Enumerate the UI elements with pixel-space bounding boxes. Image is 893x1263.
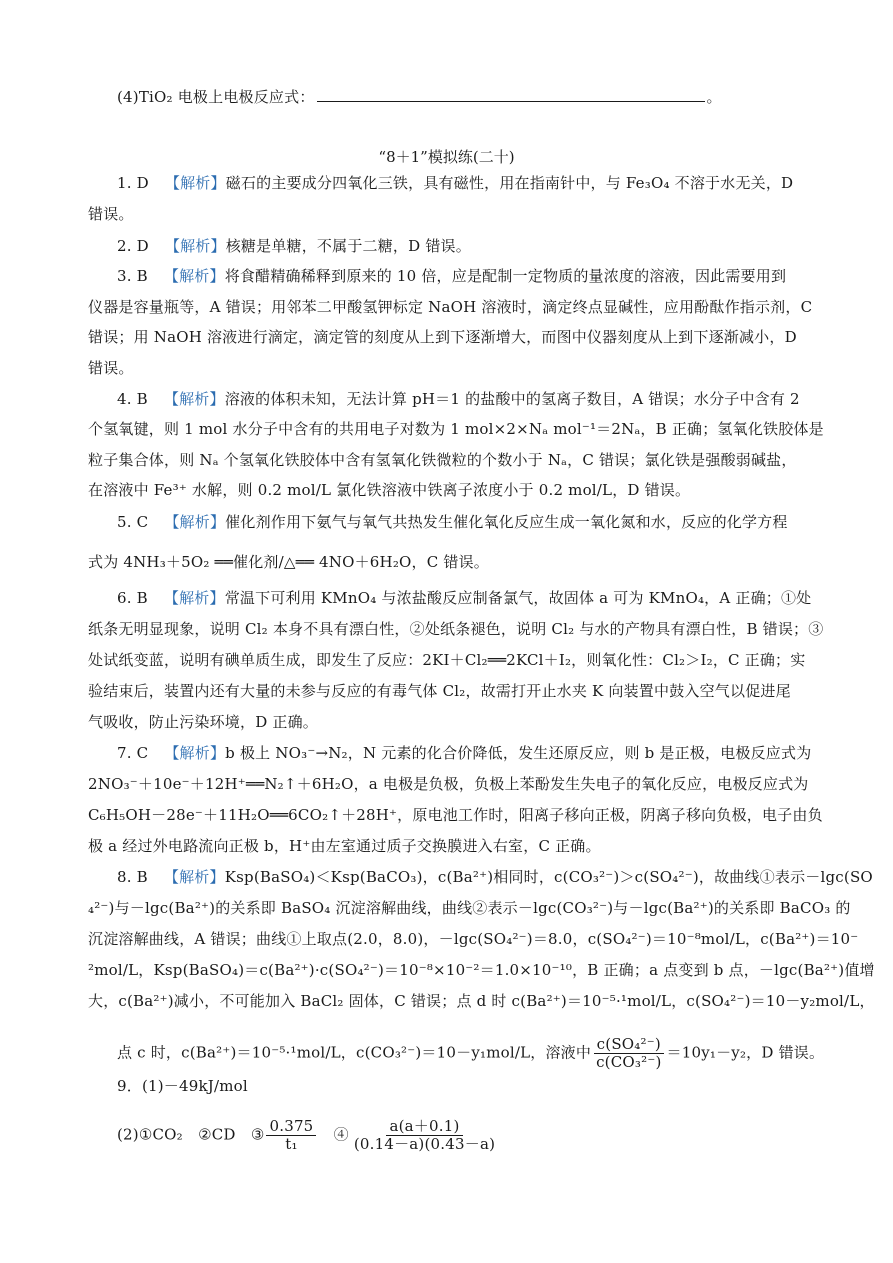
question-explanation-line	[117, 266, 817, 286]
explanation-text: 个氢氧键，则 1 mol 水分子中含有的共用电子对数为 1 mol×2×Nₐ mol⁻¹＝2Nₐ，B 正确；氢氧化铁胶体是	[88, 420, 824, 438]
explanation-text: ²mol/L，Ksp(BaSO₄)＝c(Ba²⁺)·c(SO₄²⁻)＝10⁻⁸×10⁻²＝1.0×10⁻¹⁰，B 正确；a 点变到 b 点，－lgc(Ba²⁺)值增	[88, 961, 875, 979]
answer-blank	[317, 87, 705, 102]
explanation-continuation-line	[88, 650, 818, 670]
explanation-continuation-line	[88, 450, 818, 470]
explanation-line-8-last: 点 c 时，c(Ba²⁺)＝10⁻⁵·¹mol/L，c(CO₃²⁻)＝10－y₁mol/L，溶液中 $\frac{\text{c(SO₄²⁻)}}{\text{c(CO₃²⁻)}}$ ＝10y₁－y₂，D 错误。	[117, 1035, 825, 1071]
question-explanation-line	[117, 512, 817, 532]
analysis-tag: 【解析】	[164, 513, 226, 531]
explanation-text: 式为 4NH₃＋5O₂ ══催化剂/△══ 4NO＋6H₂O，C 错误。	[88, 553, 489, 571]
explanation-text: 核糖是单糖，不属于二糖，D 错误。	[225, 237, 471, 255]
explanation-text: 粒子集合体，则 Nₐ 个氢氧化铁胶体中含有氢氧化铁微粒的个数小于 Nₐ，C 错误；氯化铁是强酸弱碱盐，	[88, 451, 797, 469]
answer-choice: 3. B	[117, 267, 148, 285]
explanation-text: 在溶液中 Fe³⁺ 水解，则 0.2 mol/L 氯化铁溶液中铁离子浓度小于 0.2 mol/L，D 错误。	[88, 481, 691, 499]
explanation-continuation-line	[88, 898, 851, 918]
explanation-text: b 极上 NO₃⁻→N₂，N 元素的化合价降低，发生还原反应，则 b 是正极，电极反应式为	[225, 744, 812, 762]
analysis-tag: 【解析】	[164, 744, 226, 762]
analysis-tag: 【解析】	[163, 390, 225, 408]
explanation-continuation-line	[88, 327, 818, 347]
fraction-rate: $\frac{0.375}{\text{t₁}}$	[266, 1118, 316, 1153]
explanation-continuation-line	[88, 358, 818, 378]
explanation-text: 磁石的主要成分四氧化三铁，具有磁性，用在指南针中，与 Fe₃O₄ 不溶于水无关，D	[225, 174, 794, 192]
explanation-text: 催化剂作用下氨气与氧气共热发生催化氧化反应生成一氧化氮和水，反应的化学方程	[225, 513, 788, 531]
explanation-continuation-line	[88, 204, 818, 224]
explanation-continuation-line	[88, 480, 818, 500]
concentration-ratio-fraction: $\frac{\text{c(SO₄²⁻)}}{\text{c(CO₃²⁻)}}$	[593, 1036, 664, 1071]
analysis-tag: 【解析】	[164, 174, 226, 192]
answer-choice: 2. D	[117, 237, 149, 255]
answer-choice: 5. C	[117, 513, 149, 531]
question-explanation-line	[117, 867, 873, 887]
question-explanation-line	[117, 588, 817, 608]
explanation-text: 仪器是容量瓶等，A 错误；用邻苯二甲酸氢钾标定 NaOH 溶液时，滴定终点显碱性，应用酚酞作指示剂，C	[88, 298, 813, 316]
explanation-continuation-line	[88, 552, 818, 572]
explanation-continuation-line	[88, 929, 859, 949]
explanation-continuation-line	[88, 619, 824, 639]
explanation-continuation-line	[88, 419, 824, 439]
question-4-end: 。	[706, 88, 722, 106]
answer-choice: 6. B	[117, 589, 148, 607]
question-explanation-line	[117, 389, 817, 409]
explanation-text: 验结束后，装置内还有大量的未参与反应的有毒气体 Cl₂，故需打开止水夹 K 向装置中鼓入空气以促进尾	[88, 682, 791, 700]
explanation-continuation-line	[88, 960, 875, 980]
explanation-text: 常温下可利用 KMnO₄ 与浓盐酸反应制备氯气，故固体 a 可为 KMnO₄，A 正确；①处	[224, 589, 812, 607]
analysis-tag: 【解析】	[164, 237, 226, 255]
analysis-tag: 【解析】	[163, 868, 225, 886]
fraction-equilibrium-constant: $\frac{a(a+0.1)}{(0.14-a)(0.43-a)}$	[353, 1117, 496, 1153]
explanation-continuation-line	[88, 712, 818, 732]
explanation-text: 2NO₃⁻＋10e⁻＋12H⁺══N₂↑＋6H₂O，a 电极是负极，负极上苯酚发生失电子的氧化反应，电极反应式为	[88, 775, 809, 793]
answer-choice: 1. D	[117, 174, 149, 192]
explanation-text: 纸条无明显现象，说明 Cl₂ 本身不具有漂白性，②处纸条褪色，说明 Cl₂ 与水的产物具有漂白性，B 错误；③	[88, 620, 824, 638]
explanation-text: 大，c(Ba²⁺)减小，不可能加入 BaCl₂ 固体，C 错误；点 d 时 c(Ba²⁺)＝10⁻⁵·¹mol/L，c(SO₄²⁻)＝10－y₂mol/L，	[88, 992, 875, 1010]
answer-9-2: (2)①CO₂ ②CD ③ $\frac{0.375}{\text{t₁}}$ ④ $\frac{a(a+0.1)}{(0.14-a)(0.43-a)}$	[117, 1118, 817, 1153]
analysis-tag: 【解析】	[163, 267, 225, 285]
explanation-continuation-line	[88, 681, 818, 701]
question-explanation-line	[117, 236, 817, 256]
explanation-text: 气吸收，防止污染环境，D 正确。	[88, 713, 318, 731]
explanation-continuation-line	[88, 297, 818, 317]
answer-choice: 7. C	[117, 744, 149, 762]
explanation-text: 将食醋精确稀释到原来的 10 倍，应是配制一定物质的量浓度的溶液，因此需要用到	[224, 267, 787, 285]
explanation-text: C₆H₅OH－28e⁻＋11H₂O══6CO₂↑＋28H⁺，原电池工作时，阳离子移向正极，阴离子移向负极，电子由负	[88, 806, 823, 824]
explanation-text: 沉淀溶解曲线，A 错误；曲线①上取点(2.0，8.0)，－lgc(SO₄²⁻)＝8.0，c(SO₄²⁻)＝10⁻⁸mol/L，c(Ba²⁺)＝10⁻	[88, 930, 859, 948]
explanation-text: 错误。	[88, 359, 134, 377]
explanation-continuation-line	[88, 991, 875, 1011]
question-explanation-line	[117, 743, 817, 763]
explanation-continuation-line	[88, 774, 818, 794]
explanation-text: 处试纸变蓝，说明有碘单质生成，即发生了反应：2KI＋Cl₂══2KCl＋I₂，则氧化性：Cl₂＞I₂，C 正确；实	[88, 651, 806, 669]
question-4	[117, 87, 817, 107]
explanation-continuation-line	[88, 805, 823, 825]
question-4-label: (4)TiO₂ 电极上电极反应式：	[117, 88, 315, 106]
answer-choice: 8. B	[117, 868, 148, 886]
analysis-tag: 【解析】	[163, 589, 225, 607]
explanation-text: ₄²⁻)与－lgc(Ba²⁺)的关系即 BaSO₄ 沉淀溶解曲线，曲线②表示－lgc(CO₃²⁻)与－lgc(Ba²⁺)的关系即 BaCO₃ 的	[88, 899, 851, 917]
section-title: “8＋1”模拟练(二十)	[378, 148, 515, 166]
answer-choice: 4. B	[117, 390, 148, 408]
explanation-continuation-line	[88, 836, 818, 856]
explanation-text: 极 a 经过外电路流向正极 b，H⁺由左室通过质子交换膜进入右室，C 正确。	[88, 837, 601, 855]
question-explanation-line	[117, 173, 817, 193]
explanation-text: 错误；用 NaOH 溶液进行滴定，滴定管的刻度从上到下逐渐增大，而图中仪器刻度从上到下逐渐减小，D	[88, 328, 797, 346]
answer-9-1: 9．(1)－49kJ/mol	[117, 1077, 248, 1095]
explanation-text: 错误。	[88, 205, 134, 223]
explanation-text: 溶液的体积未知，无法计算 pH＝1 的盐酸中的氢离子数目，A 错误；水分子中含有 2	[224, 390, 800, 408]
explanation-text: Ksp(BaSO₄)＜Ksp(BaCO₃)，c(Ba²⁺)相同时，c(CO₃²⁻)＞c(SO₄²⁻)，故曲线①表示－lgc(SO	[224, 868, 873, 886]
